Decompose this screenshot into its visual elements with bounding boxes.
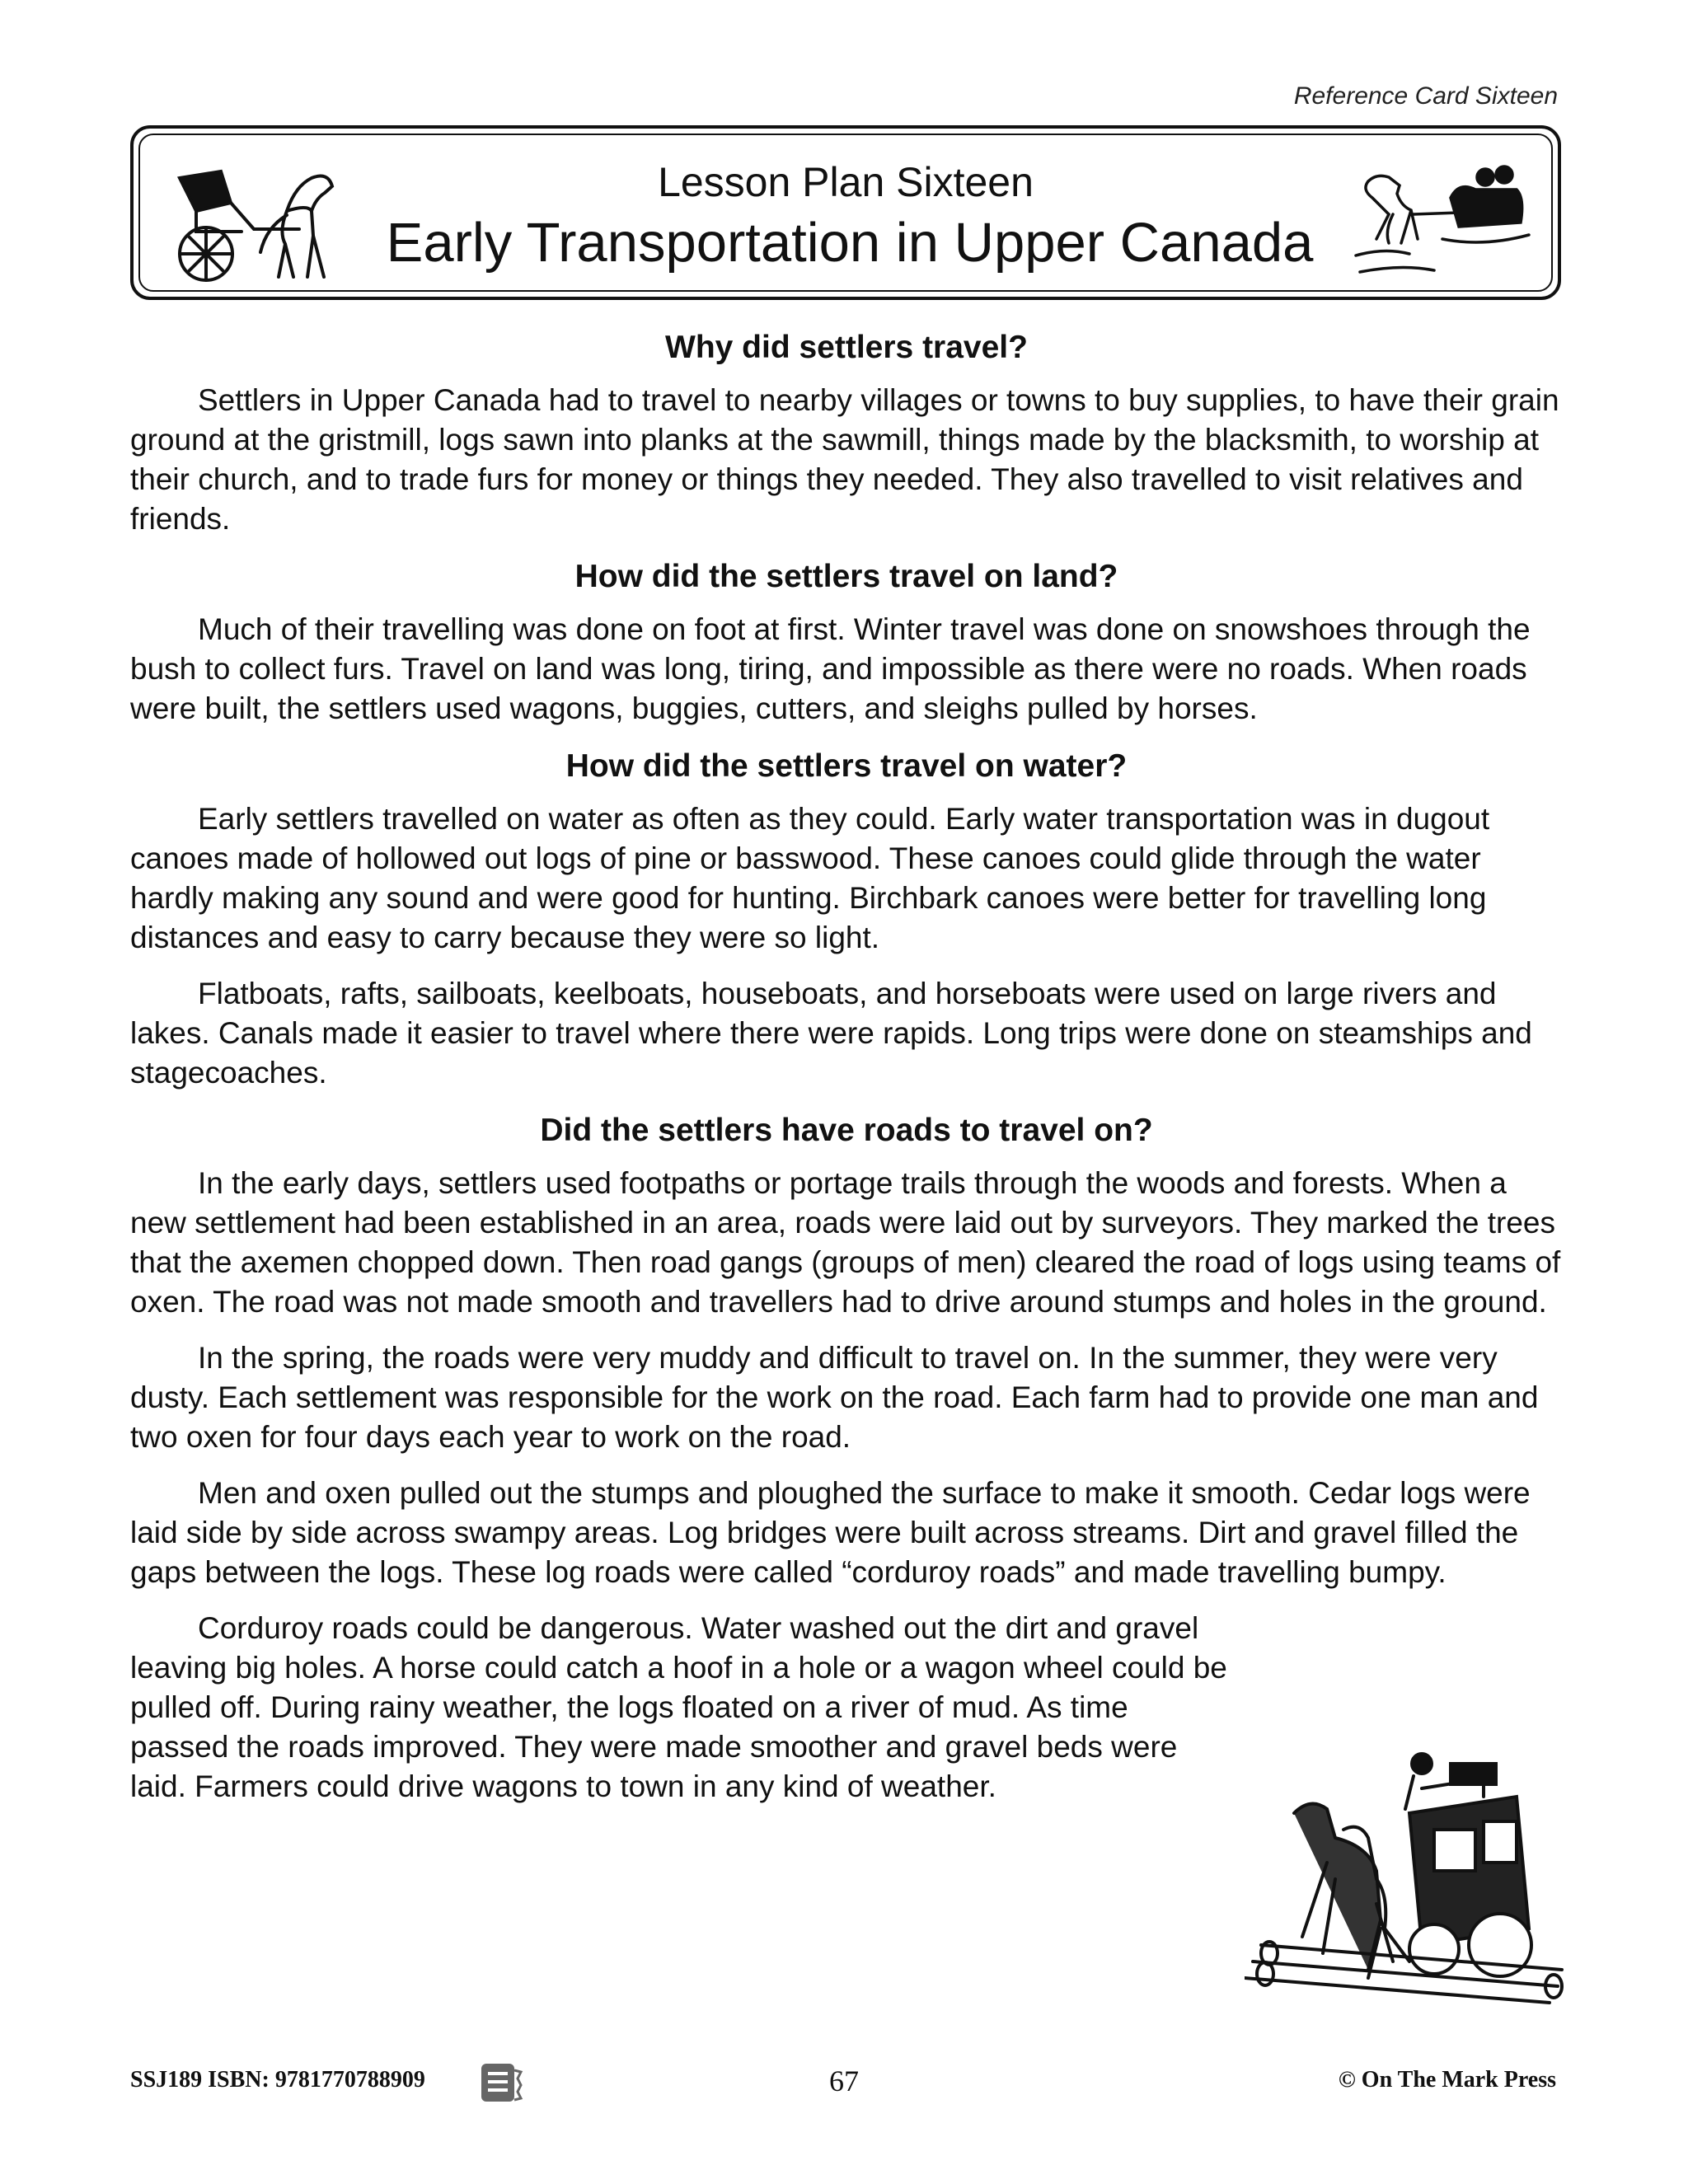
paragraph: Early settlers travelled on water as often as they could. Early water transportation was in dugout canoes made of hollowed out logs of pine or basswood. These canoes could glide through the water hardly making any sound and were good for hunting. Birchbark canoes were better for travelling long distances and easy to carry because they were so light. — [130, 802, 1490, 954]
section-heading: How did the settlers travel on water? — [565, 748, 1128, 784]
stagecoach-on-corduroy-road-icon — [1245, 1739, 1566, 2011]
isbn-code: SSJ189 ISBN: 9781770788909 — [130, 2067, 425, 2093]
paragraph: Settlers in Upper Canada had to travel to nearby villages or towns to buy supplies, to have their grain ground at the gristmill, logs sawn into planks at the sawmill, things made by the blacksmith, to worship at their church, and to trade furs for money or things they needed. They also travelled to visit relatives and friends. — [130, 383, 1559, 536]
section-heading: Why did settlers travel? — [665, 330, 1028, 365]
lesson-content — [130, 326, 1563, 1823]
reference-card-label: Reference Card Sixteen — [1293, 82, 1558, 110]
page-number: 67 — [829, 2064, 859, 2097]
page-footer — [0, 2060, 1688, 2110]
paragraph: Corduroy roads could be dangerous. Water washed out the dirt and gravel leaving big holes. A horse could catch a hoof in a hole or a wagon wheel could be pulled off. During rainy weather, the logs floated on a river of mud. As time passed the roads improved. They were made smoother and gravel beds were laid. Farmers could drive wagons to town in any kind of weather. — [130, 1611, 1227, 1803]
page-title: Early Transportation in Upper Canada — [386, 212, 1314, 274]
title-box — [130, 125, 1561, 300]
section-heading: How did the settlers travel on land? — [574, 559, 1118, 594]
paragraph: Men and oxen pulled out the stumps and ploughed the surface to make it smooth. Cedar logs were laid side by side across swampy areas. Log bridges were built across streams. Dirt and gravel filled the gaps between the logs. These log roads were called “corduroy roads” and made travelling bumpy. — [130, 1476, 1531, 1589]
paragraph: Much of their travelling was done on foot at first. Winter travel was done on snowshoes through the bush to collect furs. Travel on land was long, tiring, and impossible as there were no roads. When roads were built, the settlers used wagons, buggies, cutters, and sleighs pulled by horses. — [130, 612, 1531, 725]
section-heading: Did the settlers have roads to travel on? — [540, 1113, 1153, 1148]
paragraph: In the early days, settlers used footpaths or portage trails through the woods and forests. When a new settlement had been established in an area, roads were laid out by surveyors. They marked the trees that the axemen chopped down. Then road gangs (groups of men) cleared the road of logs using teams of oxen. The road was not made smooth and travellers had to drive around stumps and holes in the ground. — [130, 1166, 1561, 1319]
copyright: © On The Mark Press — [1338, 2067, 1556, 2093]
paragraph: Flatboats, rafts, sailboats, keelboats, houseboats, and horseboats were used on large rivers and lakes. Canals made it easier to travel where there were rapids. Long trips were done on steamships and stagecoaches. — [130, 977, 1532, 1090]
paragraph: In the spring, the roads were very muddy and difficult to travel on. In the summer, they were very dusty. Each settlement was responsible for the work on the road. Each farm had to provide one man and two oxen for four days each year to work on the road. — [130, 1341, 1539, 1454]
lesson-subtitle: Lesson Plan Sixteen — [658, 159, 1034, 205]
horse-drawn-sleigh-icon — [1352, 148, 1541, 284]
horse-and-buggy-icon — [163, 153, 353, 285]
